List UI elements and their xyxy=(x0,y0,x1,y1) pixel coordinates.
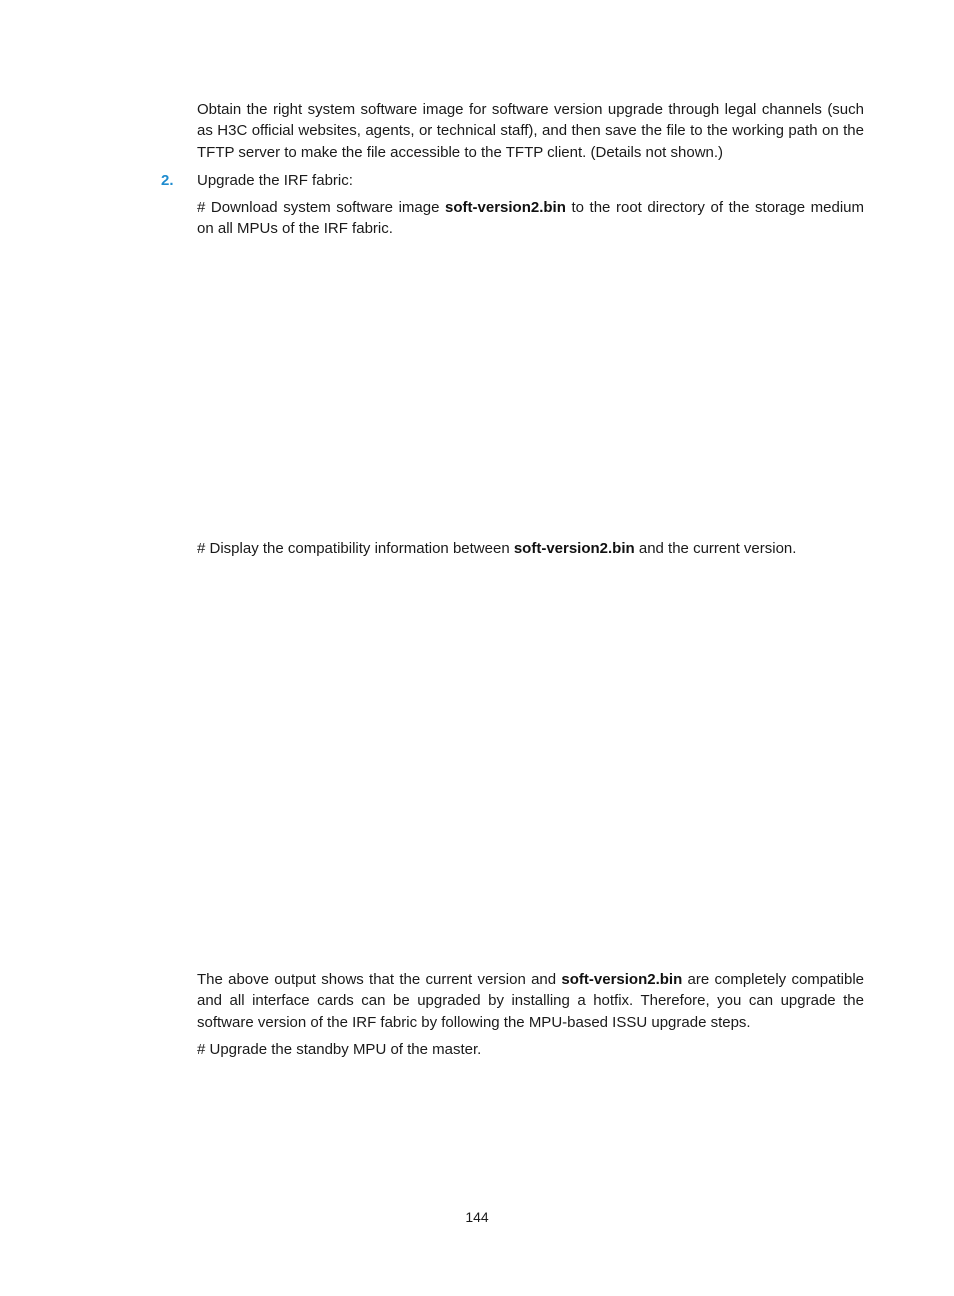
result-paragraph xyxy=(197,969,864,1033)
download-paragraph xyxy=(197,197,864,240)
step-label: Upgrade the IRF fabric: xyxy=(197,172,353,189)
result-file-name: soft-version2.bin xyxy=(561,971,683,988)
compat-text-before: # Display the compatibility information between xyxy=(197,540,514,557)
download-text-before: # Download system software image xyxy=(197,199,446,216)
result-text-after: are completely compatible and all interface cards can be upgraded by installing a hotfix. Therefore, you can upgrade the software version of the IRF fabric by following the MPU-based ISSU upgrade steps. xyxy=(197,971,865,1031)
step-number: 2. xyxy=(161,172,174,189)
result-text-before: The above output shows that the current version and xyxy=(197,971,562,988)
compat-file-name: soft-version2.bin xyxy=(513,540,635,557)
download-file-name: soft-version2.bin xyxy=(445,199,566,216)
standby-paragraph: # Upgrade the standby MPU of the master. xyxy=(197,1041,482,1058)
compat-paragraph xyxy=(197,538,864,559)
download-text-after: to the root directory of the storage medium on all MPUs of the IRF fabric. xyxy=(197,199,865,238)
page-number: 144 xyxy=(465,1209,489,1225)
intro-paragraph: Obtain the right system software image for software version upgrade through legal channels (such as H3C official websites, agents, or technical staff), and then save the file to the working path on the TFTP server to make the file accessible to the TFTP client. (Details not shown.) xyxy=(197,101,864,161)
compat-text-after: and the current version. xyxy=(634,540,797,557)
